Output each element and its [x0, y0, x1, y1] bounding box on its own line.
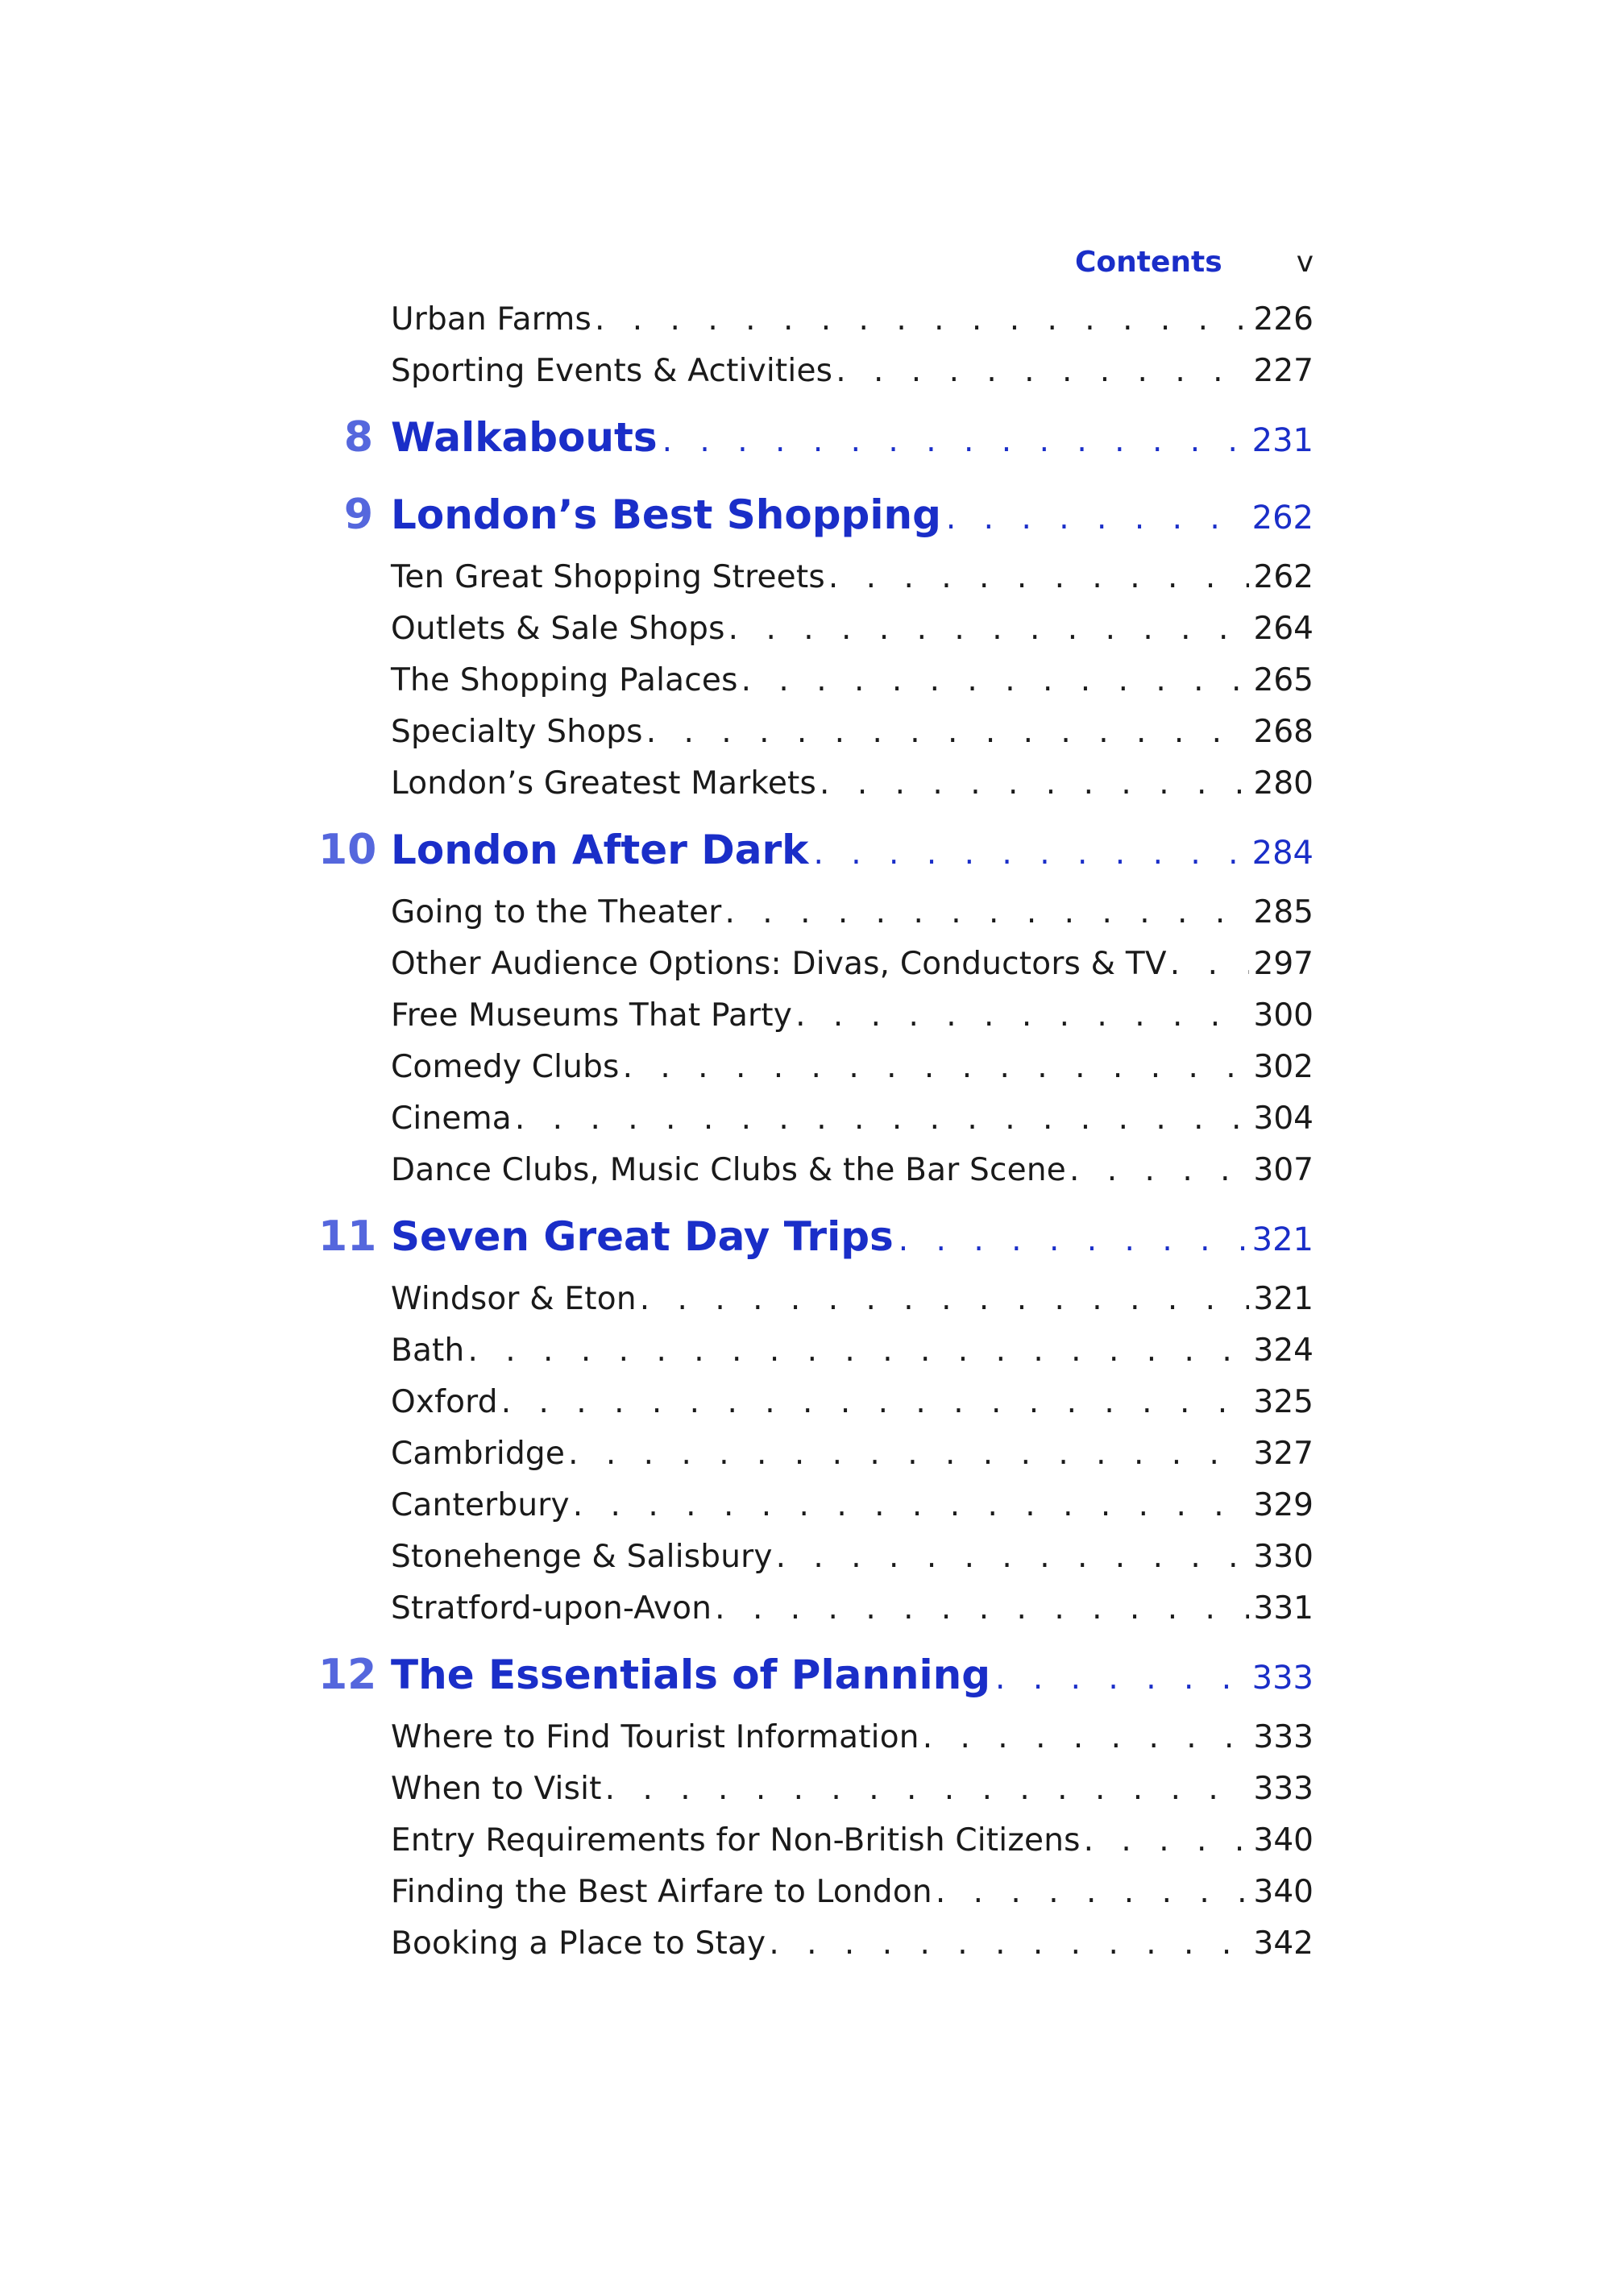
toc-entry-page-number: 226 — [1253, 301, 1314, 338]
toc-entry[interactable] — [318, 758, 1314, 810]
toc-entry-title: Where to Find Tourist Information — [391, 1719, 919, 1755]
toc-entry-page-number: 340 — [1253, 1874, 1314, 1910]
dot-leader — [919, 1712, 1249, 1763]
dot-leader — [766, 1918, 1248, 1970]
dot-leader — [894, 1204, 1247, 1278]
dot-leader — [773, 1531, 1249, 1583]
chapter-heading[interactable] — [318, 1200, 1314, 1274]
toc-entry[interactable] — [318, 294, 1314, 346]
toc-entry[interactable] — [318, 1377, 1314, 1428]
toc-entry-title: Outlets & Sale Shops — [391, 611, 725, 647]
toc-entry[interactable] — [318, 990, 1314, 1042]
toc-entry[interactable] — [318, 346, 1314, 397]
toc-entry[interactable] — [318, 1763, 1314, 1815]
chapter-title: London’s Best Shopping — [391, 491, 941, 538]
toc-entry[interactable] — [318, 1918, 1314, 1970]
chapter-title: London After Dark — [391, 827, 809, 873]
toc-entry[interactable] — [318, 1712, 1314, 1763]
dot-leader — [792, 990, 1248, 1042]
dot-leader — [643, 707, 1249, 758]
dot-leader — [932, 1867, 1249, 1918]
toc-entry[interactable] — [318, 603, 1314, 655]
chapter-title: The Essentials of Planning — [391, 1652, 991, 1698]
toc-entry-page-number: 268 — [1253, 714, 1314, 750]
dot-leader — [738, 655, 1249, 707]
toc-entry[interactable] — [318, 1145, 1314, 1196]
toc-entry-title: Sporting Events & Activities — [391, 353, 833, 389]
toc-entry-title: Oxford — [391, 1384, 498, 1420]
toc-entry-title: Going to the Theater — [391, 894, 722, 930]
chapter-heading[interactable] — [318, 1638, 1314, 1712]
toc-entry-title: When to Visit — [391, 1771, 602, 1807]
toc-entry-title: Cinema — [391, 1100, 512, 1137]
toc-entry-page-number: 327 — [1253, 1436, 1314, 1472]
toc-entry[interactable] — [318, 1428, 1314, 1480]
toc-entry[interactable] — [318, 1867, 1314, 1918]
chapter-page-number: 321 — [1251, 1221, 1314, 1258]
dot-leader — [832, 346, 1248, 397]
toc-entry-page-number: 304 — [1253, 1100, 1314, 1137]
toc-entry-page-number: 285 — [1253, 894, 1314, 930]
toc-entry-page-number: 227 — [1253, 353, 1314, 389]
toc-entry-title: Cambridge — [391, 1436, 566, 1472]
dot-leader — [1066, 1145, 1249, 1196]
chapter-page-number: 262 — [1251, 499, 1314, 537]
toc-entry[interactable] — [318, 1042, 1314, 1093]
dot-leader — [602, 1763, 1249, 1815]
chapter-page-number: 231 — [1251, 422, 1314, 459]
dot-leader — [816, 758, 1249, 810]
toc-entry-page-number: 302 — [1253, 1049, 1314, 1085]
running-head-title: Contents — [1075, 246, 1222, 279]
toc-entry-page-number: 331 — [1253, 1590, 1314, 1627]
chapter-title: Seven Great Day Trips — [391, 1213, 894, 1260]
toc-entry-page-number: 325 — [1253, 1384, 1314, 1420]
chapter-heading[interactable] — [318, 813, 1314, 887]
dot-leader — [725, 603, 1249, 655]
toc-entry[interactable] — [318, 1815, 1314, 1867]
toc-entry-page-number: 333 — [1253, 1719, 1314, 1755]
toc-entry[interactable] — [318, 707, 1314, 758]
dot-leader — [591, 294, 1249, 346]
dot-leader — [722, 887, 1249, 939]
toc-entry-page-number: 307 — [1253, 1152, 1314, 1188]
toc-entry[interactable] — [318, 939, 1314, 990]
toc-entry-title: Finding the Best Airfare to London — [391, 1874, 932, 1910]
contents-page — [318, 246, 1314, 1970]
toc-entry-page-number: 321 — [1253, 1281, 1314, 1317]
dot-leader — [464, 1325, 1248, 1377]
toc-entry-title: Canterbury — [391, 1487, 570, 1523]
dot-leader — [658, 404, 1247, 479]
dot-leader — [712, 1583, 1248, 1635]
dot-leader — [1081, 1815, 1249, 1867]
toc-entry[interactable] — [318, 1480, 1314, 1531]
chapter-number: 9 — [343, 491, 373, 539]
chapter-heading[interactable] — [318, 400, 1314, 475]
dot-leader — [512, 1093, 1249, 1145]
toc-entry-title: Stonehenge & Salisbury — [391, 1539, 773, 1575]
toc-entry[interactable] — [318, 1325, 1314, 1377]
toc-entry-title: Windsor & Eton — [391, 1281, 637, 1317]
toc-entry-title: Bath — [391, 1332, 465, 1369]
toc-entry-title: Free Museums That Party — [391, 997, 793, 1034]
dot-leader — [637, 1274, 1249, 1325]
toc-entry-page-number: 300 — [1253, 997, 1314, 1034]
running-head — [318, 246, 1314, 294]
dot-leader — [1167, 939, 1249, 990]
chapter-heading[interactable] — [318, 478, 1314, 552]
chapter-page-number: 284 — [1251, 835, 1314, 872]
chapter-page-number: 333 — [1251, 1660, 1314, 1697]
toc-entry-page-number: 342 — [1253, 1925, 1314, 1962]
toc-entry[interactable] — [318, 1093, 1314, 1145]
toc-entry-title: Other Audience Options: Divas, Conductors & TV — [391, 946, 1167, 982]
chapter-number: 10 — [318, 826, 377, 874]
toc-entry-page-number: 329 — [1253, 1487, 1314, 1523]
toc-entry-page-number: 333 — [1253, 1771, 1314, 1807]
toc-entry-page-number: 280 — [1253, 765, 1314, 802]
dot-leader — [620, 1042, 1249, 1093]
dot-leader — [825, 552, 1249, 603]
dot-leader — [941, 482, 1247, 556]
toc-entry-page-number: 340 — [1253, 1822, 1314, 1859]
toc-entry-page-number: 324 — [1253, 1332, 1314, 1369]
table-of-contents — [318, 294, 1314, 1970]
toc-entry-title: Entry Requirements for Non-British Citizens — [391, 1822, 1081, 1859]
toc-entry-title: Stratford-upon-Avon — [391, 1590, 712, 1627]
dot-leader — [570, 1480, 1249, 1531]
toc-entry-title: Comedy Clubs — [391, 1049, 620, 1085]
chapter-number: 12 — [318, 1651, 377, 1699]
toc-entry-title: Specialty Shops — [391, 714, 643, 750]
dot-leader — [990, 1642, 1247, 1716]
page-number: v — [1296, 246, 1314, 279]
toc-entry[interactable] — [318, 887, 1314, 939]
toc-entry-page-number: 330 — [1253, 1539, 1314, 1575]
toc-entry-title: London’s Greatest Markets — [391, 765, 817, 802]
dot-leader — [498, 1377, 1249, 1428]
toc-entry[interactable] — [318, 1583, 1314, 1635]
toc-entry-page-number: 264 — [1253, 611, 1314, 647]
toc-entry[interactable] — [318, 1531, 1314, 1583]
toc-entry-title: Booking a Place to Stay — [391, 1925, 766, 1962]
toc-entry-title: Dance Clubs, Music Clubs & the Bar Scene — [391, 1152, 1066, 1188]
chapter-number: 8 — [343, 413, 373, 462]
dot-leader — [565, 1428, 1248, 1480]
toc-entry[interactable] — [318, 655, 1314, 707]
toc-entry-title: Urban Farms — [391, 301, 591, 338]
toc-entry-page-number: 297 — [1253, 946, 1314, 982]
toc-entry[interactable] — [318, 552, 1314, 603]
chapter-title: Walkabouts — [391, 414, 658, 461]
chapter-number: 11 — [318, 1212, 377, 1261]
dot-leader — [808, 817, 1247, 891]
toc-entry-title: The Shopping Palaces — [391, 662, 738, 698]
toc-entry-title: Ten Great Shopping Streets — [391, 559, 825, 595]
toc-entry-page-number: 262 — [1253, 559, 1314, 595]
toc-entry-page-number: 265 — [1253, 662, 1314, 698]
toc-entry[interactable] — [318, 1274, 1314, 1325]
